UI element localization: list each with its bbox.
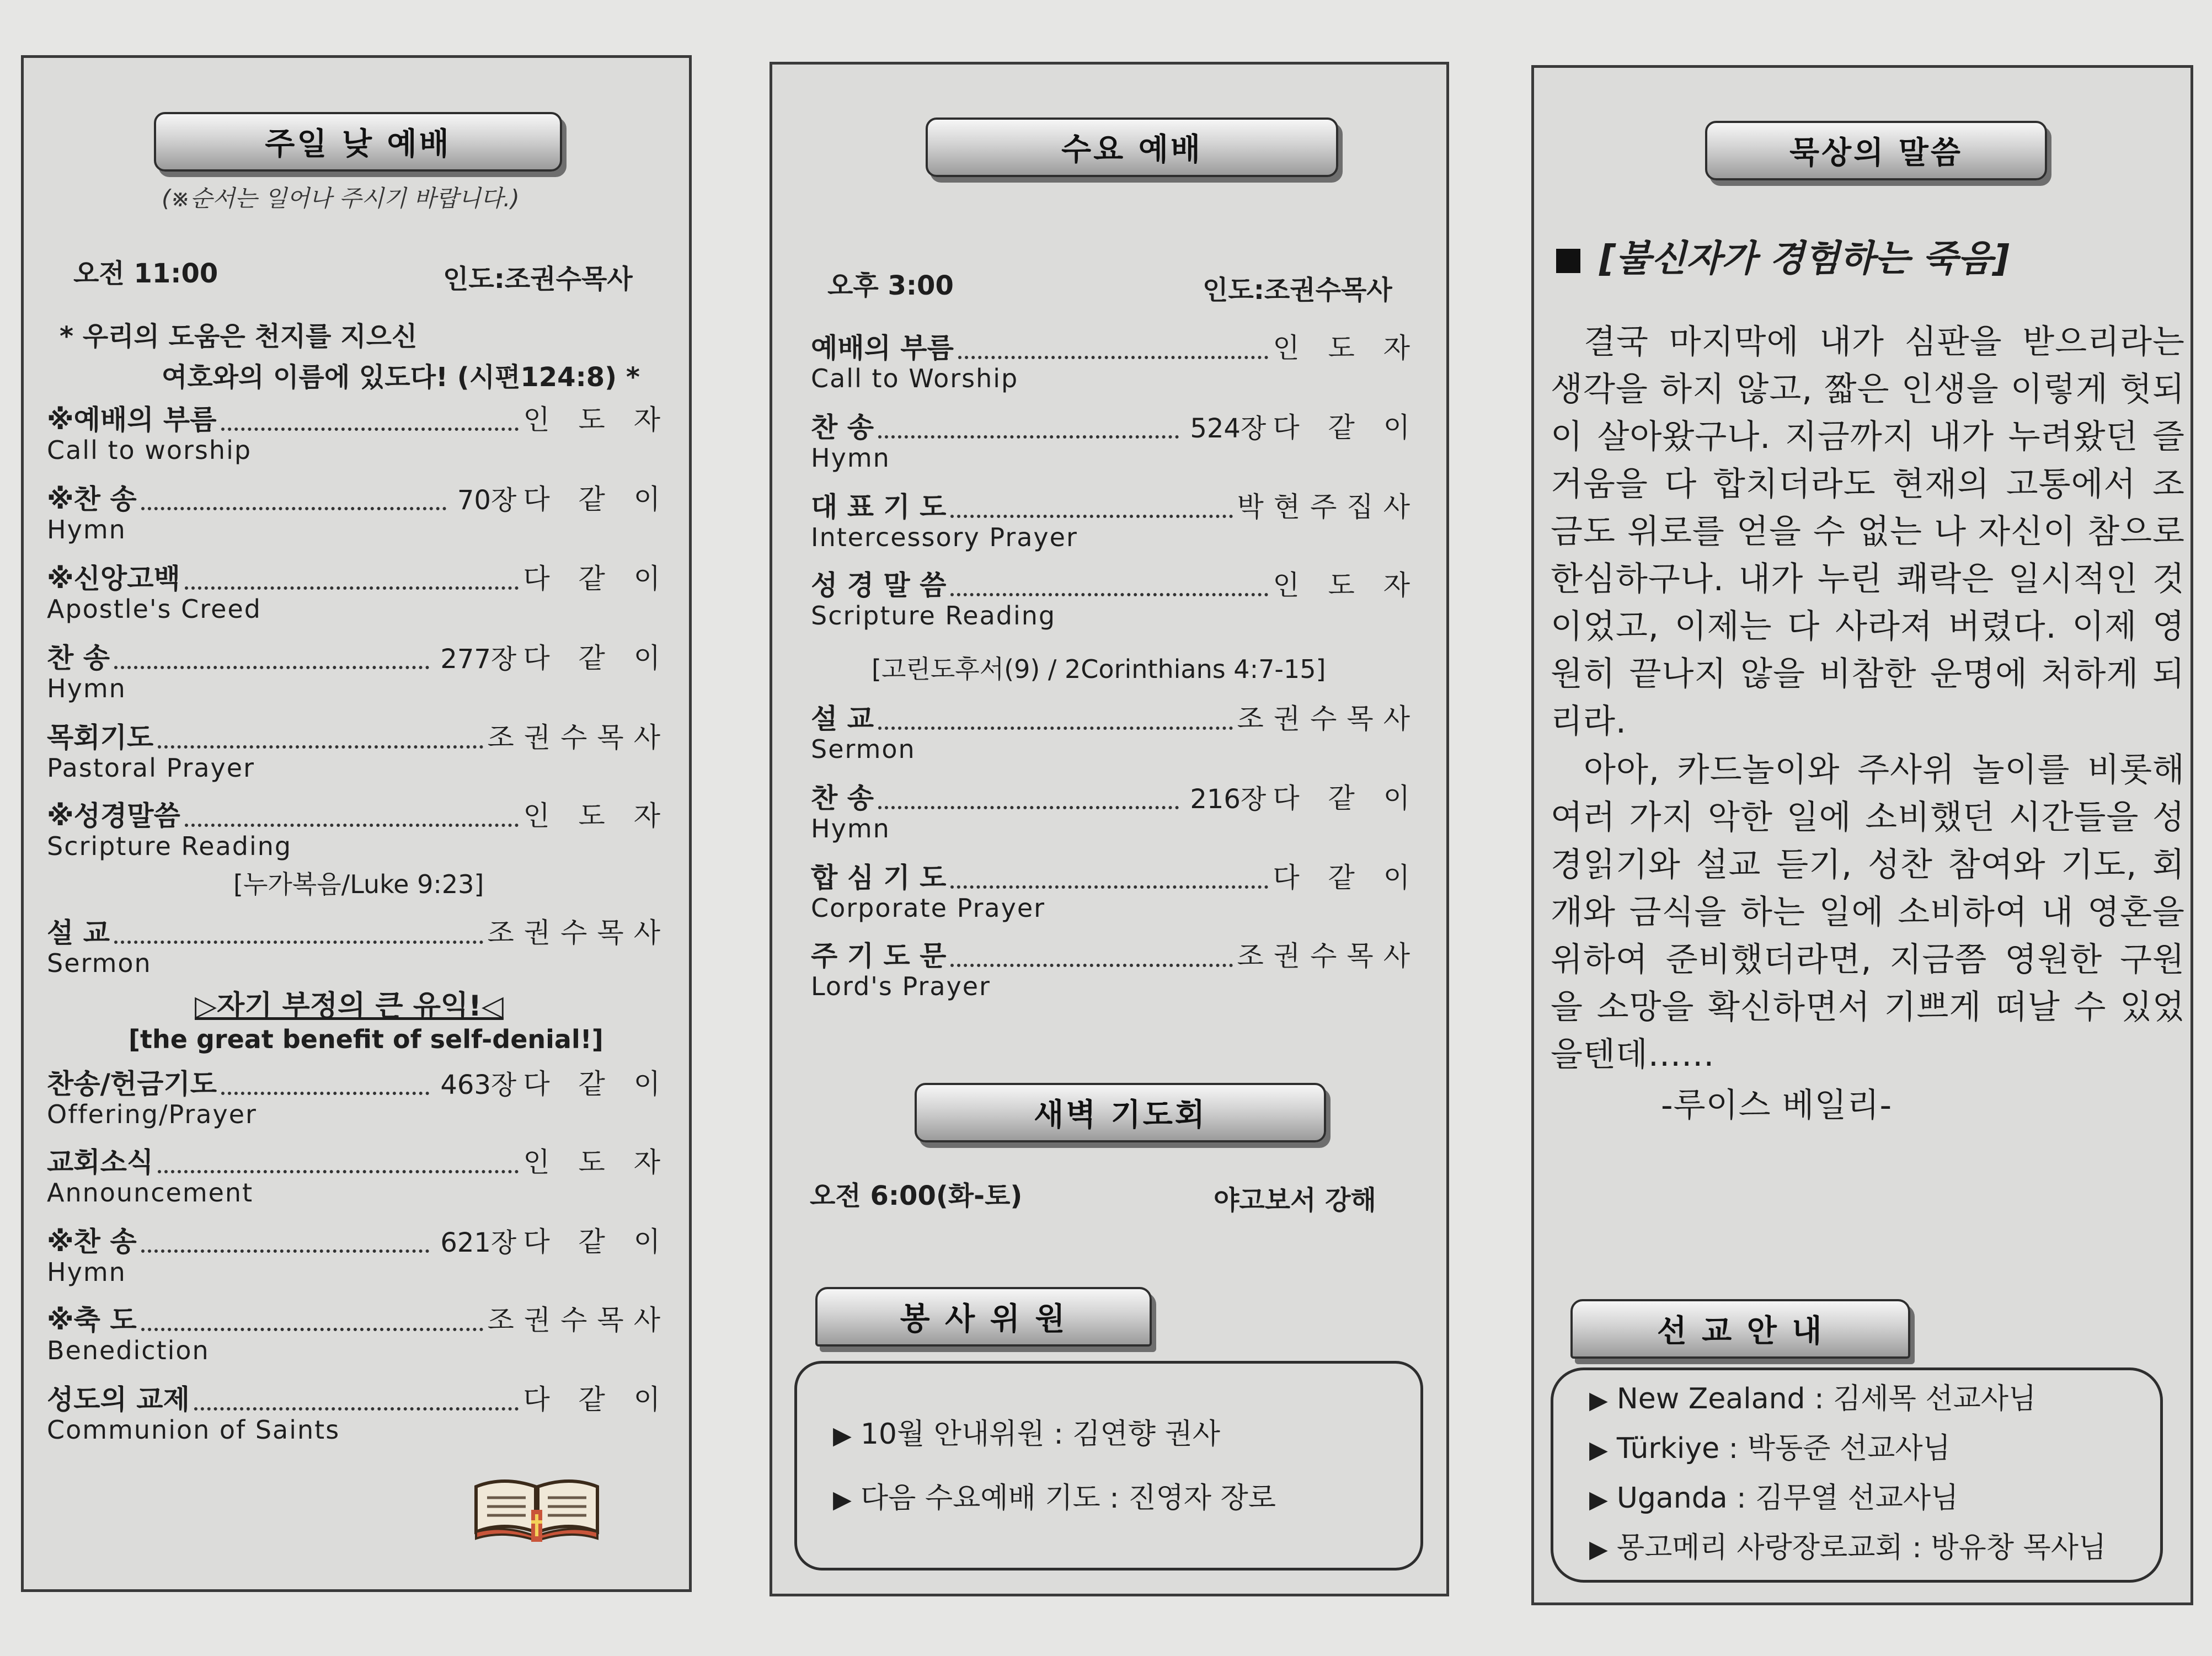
order-item <box>47 1385 670 1446</box>
mission-line: ▶ Türkiye : 박동준 선교사님 <box>1589 1432 1951 1465</box>
order-item-english: Hymn <box>47 1257 126 1287</box>
order-item <box>811 493 1420 553</box>
order-item-leader: 인 도 자 <box>523 802 670 832</box>
hymn-number: 621장 <box>440 1227 517 1258</box>
sunday-time: 오전 11:00 <box>73 258 218 289</box>
order-item-label: 예배의 부름 <box>811 334 954 364</box>
dotted-leader <box>158 745 483 749</box>
sunday-service-panel <box>21 55 692 1592</box>
order-item-row <box>47 564 670 596</box>
order-item-row <box>811 863 1420 895</box>
order-item-leader: 다 같 이 <box>523 1227 670 1258</box>
dawn-prayer-time: 오전 6:00(화-토) <box>810 1180 1023 1211</box>
dotted-leader <box>950 964 1232 967</box>
order-item-leader: 조권수목사 <box>487 918 670 949</box>
order-item-english: Lord's Prayer <box>811 971 991 1001</box>
order-item-leader: 다 같 이 <box>1273 784 1420 814</box>
order-item <box>811 571 1420 632</box>
order-item-english: Hymn <box>811 443 890 473</box>
order-item-english: Corporate Prayer <box>811 893 1046 923</box>
order-item-english: Announcement <box>47 1178 254 1208</box>
order-item-leader: 인 도 자 <box>523 1148 670 1178</box>
order-item <box>811 942 1420 1002</box>
order-item-label: 설 교 <box>811 704 874 735</box>
order-item-row <box>47 644 670 676</box>
dotted-leader <box>141 1328 483 1331</box>
order-item-leader: 다 같 이 <box>523 564 670 595</box>
order-item-english: Sermon <box>47 948 152 978</box>
dotted-leader <box>950 593 1268 596</box>
order-item-english: Call to Worship <box>811 364 1019 393</box>
order-item-row <box>811 571 1420 603</box>
meditation-panel <box>1531 65 2193 1605</box>
meditation-title: 묵상의 말씀 <box>1705 121 2047 180</box>
order-item <box>47 644 670 704</box>
order-item-label: 성 경 말 씀 <box>811 571 947 601</box>
order-item-english: Pastoral Prayer <box>47 753 255 783</box>
order-item-english: Hymn <box>47 515 126 544</box>
order-item-label: 찬 송 <box>811 413 874 444</box>
order-item <box>811 704 1420 765</box>
dotted-leader <box>141 1249 430 1253</box>
order-item-label: 찬 송 <box>811 784 874 814</box>
order-item-label: ※찬 송 <box>47 485 137 515</box>
order-item-label: 대 표 기 도 <box>811 493 947 523</box>
order-item-row <box>47 723 670 755</box>
order-item <box>47 918 670 979</box>
order-item-row <box>47 1385 670 1417</box>
order-item <box>47 1306 670 1366</box>
order-item-english: Call to worship <box>47 435 252 465</box>
order-item <box>811 863 1420 924</box>
order-item-english: Hymn <box>811 814 890 843</box>
sunday-sermon-title: ▷자기 부정의 큰 유익!◁ <box>195 990 504 1023</box>
order-item-english: Communion of Saints <box>47 1415 340 1445</box>
order-item-leader: 박현주집사 <box>1237 493 1420 523</box>
order-item-leader: 인 도 자 <box>1273 334 1420 364</box>
order-item-leader: 다 같 이 <box>1273 413 1420 444</box>
dotted-leader <box>194 1407 519 1411</box>
order-item <box>47 802 670 862</box>
order-item-row <box>47 485 670 517</box>
dotted-leader <box>114 666 429 669</box>
order-item-label: 찬송/헌금기도 <box>47 1070 217 1100</box>
order-item-row <box>811 493 1420 525</box>
order-item <box>47 723 670 784</box>
order-item-leader: 조권수목사 <box>1237 942 1420 972</box>
wednesday-title: 수요 예배 <box>926 117 1338 177</box>
order-item-row <box>47 405 670 437</box>
order-item <box>47 1070 670 1130</box>
order-item <box>47 405 670 466</box>
order-item-row <box>47 918 670 950</box>
wednesday-time: 오후 3:00 <box>827 270 954 301</box>
meditation-heading: [불신자가 경험하는 죽음] <box>1556 229 2010 281</box>
wednesday-leader: 인도:조권수목사 <box>1203 275 1392 306</box>
meditation-paragraph-1: 결국 마지막에 내가 심판을 받으리라는 생각을 하지 않고, 짧은 인생을 이렇게 헛되이 살아왔구나. 지금까지 내가 누려왔던 즐거움을 다 합치더라도 현재의 고통에서 조금도 위로를 얻을 수 없는 나 자신이 참으로 한심하구나. 내가 누린 쾌락은 일시적인 것이었고, 이제는 다 사라져 버렸다. 이제 영원히 끝나지 않을 비참한 운명에 처하게 되리라. <box>1551 323 2185 741</box>
dotted-leader <box>221 1092 429 1095</box>
order-item-row <box>811 334 1420 366</box>
order-item-row <box>811 413 1420 445</box>
dotted-leader <box>114 941 483 944</box>
mission-line: ▶ 몽고메리 사랑장로교회 : 방유창 목사님 <box>1589 1531 2107 1564</box>
dotted-leader <box>878 726 1232 730</box>
order-item-english: Offering/Prayer <box>47 1099 257 1129</box>
sunday-standing-note: (※순서는 일어나 주시기 바랍니다.) <box>162 185 520 212</box>
mission-line: ▶ Uganda : 김무열 선교사님 <box>1589 1482 1959 1515</box>
hymn-number: 216장 <box>1190 784 1267 815</box>
volunteers-box <box>794 1361 1423 1570</box>
hymn-number: 70장 <box>457 485 517 516</box>
dotted-leader <box>950 885 1268 889</box>
sunday-leader: 인도:조권수목사 <box>443 264 633 295</box>
dawn-prayer-title: 새벽 기도회 <box>915 1083 1326 1142</box>
order-item-label: 설 교 <box>47 918 110 949</box>
order-item <box>47 1227 670 1288</box>
dotted-leader <box>958 356 1268 359</box>
order-item <box>47 1148 670 1209</box>
sunday-scripture-ref: [누가복음/Luke 9:23] <box>233 869 484 899</box>
order-item <box>47 564 670 625</box>
dotted-leader <box>158 1170 519 1173</box>
sunday-title: 주일 낮 예배 <box>154 112 562 172</box>
order-item-row <box>47 1306 670 1338</box>
order-item-label: 목회기도 <box>47 723 154 754</box>
dotted-leader <box>878 435 1179 439</box>
order-item-english: Sermon <box>811 734 916 764</box>
order-item-row <box>47 1227 670 1259</box>
order-item-leader: 조권수목사 <box>487 723 670 754</box>
order-item-english: Apostle's Creed <box>47 594 261 624</box>
order-item <box>47 485 670 546</box>
order-item-row <box>811 704 1420 736</box>
order-item-row <box>47 1070 670 1102</box>
order-item-label: 성도의 교제 <box>47 1385 190 1415</box>
wednesday-service-panel <box>770 62 1449 1596</box>
order-item-leader: 다 같 이 <box>1273 863 1420 894</box>
bible-icon <box>471 1470 603 1542</box>
sunday-sermon-title-en: [the great benefit of self-denial!] <box>129 1024 603 1054</box>
order-item-leader: 인 도 자 <box>523 405 670 436</box>
order-item-english: Scripture Reading <box>47 831 292 861</box>
order-item <box>811 334 1420 394</box>
order-item-english: Hymn <box>47 674 126 703</box>
order-item-label: 합 심 기 도 <box>811 863 947 894</box>
volunteer-line: ▶ 다음 수요예배 기도 : 진영자 장로 <box>833 1482 1276 1515</box>
hymn-number: 277장 <box>440 644 517 675</box>
order-item-leader: 조권수목사 <box>1237 704 1420 735</box>
dotted-leader <box>141 507 446 510</box>
dotted-leader <box>950 515 1232 518</box>
order-item-leader: 다 같 이 <box>523 1385 670 1415</box>
dotted-leader <box>878 806 1179 809</box>
order-item-leader: 조권수목사 <box>487 1306 670 1336</box>
hymn-number: 524장 <box>1190 413 1267 444</box>
order-item-leader: 인 도 자 <box>1273 571 1420 601</box>
order-item-leader: 다 같 이 <box>523 644 670 674</box>
sunday-verse-line2: 여호와의 이름에 있도다! (시편124:8) * <box>162 362 640 393</box>
order-item-leader: 다 같 이 <box>523 1070 670 1100</box>
order-item-label: ※축 도 <box>47 1306 137 1336</box>
volunteer-line: ▶ 10월 안내위원 : 김연향 권사 <box>833 1418 1220 1451</box>
hymn-number: 463장 <box>440 1070 517 1101</box>
order-item-label: ※예배의 부름 <box>47 405 217 436</box>
order-item-english: Benediction <box>47 1336 210 1365</box>
mission-line: ▶ New Zealand : 김세목 선교사님 <box>1589 1382 2037 1415</box>
missions-title: 선 교 안 내 <box>1570 1299 1910 1359</box>
dotted-leader <box>221 428 519 431</box>
order-item-leader: 다 같 이 <box>523 485 670 515</box>
order-item-label: ※신앙고백 <box>47 564 180 595</box>
meditation-author: -루이스 베일리- <box>1661 1086 1893 1125</box>
wednesday-scripture-ref: [고린도후서(9) / 2Corinthians 4:7-15] <box>872 654 1326 684</box>
dotted-leader <box>185 824 519 827</box>
order-item <box>811 784 1420 845</box>
order-item-label: 주 기 도 문 <box>811 942 947 972</box>
volunteers-title: 봉 사 위 원 <box>815 1287 1152 1347</box>
dotted-leader <box>185 586 519 590</box>
order-item <box>811 413 1420 474</box>
order-item-label: 교회소식 <box>47 1148 154 1178</box>
dawn-prayer-topic: 야고보서 강해 <box>1214 1185 1376 1216</box>
sunday-verse-line1: * 우리의 도움은 천지를 지으신 <box>60 321 418 352</box>
order-item-label: ※성경말씀 <box>47 802 180 832</box>
order-item-row <box>47 1148 670 1180</box>
order-item-english: Intercessory Prayer <box>811 522 1078 552</box>
square-bullet-icon <box>1556 249 1580 273</box>
order-item-row <box>811 942 1420 974</box>
order-item-label: 찬 송 <box>47 644 110 674</box>
order-item-row <box>47 802 670 834</box>
meditation-paragraph-2: 아아, 카드놀이와 주사위 놀이를 비롯해 여러 가지 악한 일에 소비했던 시간들을 성경읽기와 설교 듣기, 성찬 참여와 기도, 회개와 금식을 하는 일에 소비하여 내 영혼을 위하여 준비했더라면, 지금쯤 영원한 구원을 소망을 확신하면서 기쁘게 떠날 수 있었을텐데...... <box>1551 751 2185 1074</box>
order-item-row <box>811 784 1420 816</box>
order-item-label: ※찬 송 <box>47 1227 137 1258</box>
order-item-english: Scripture Reading <box>811 601 1056 631</box>
